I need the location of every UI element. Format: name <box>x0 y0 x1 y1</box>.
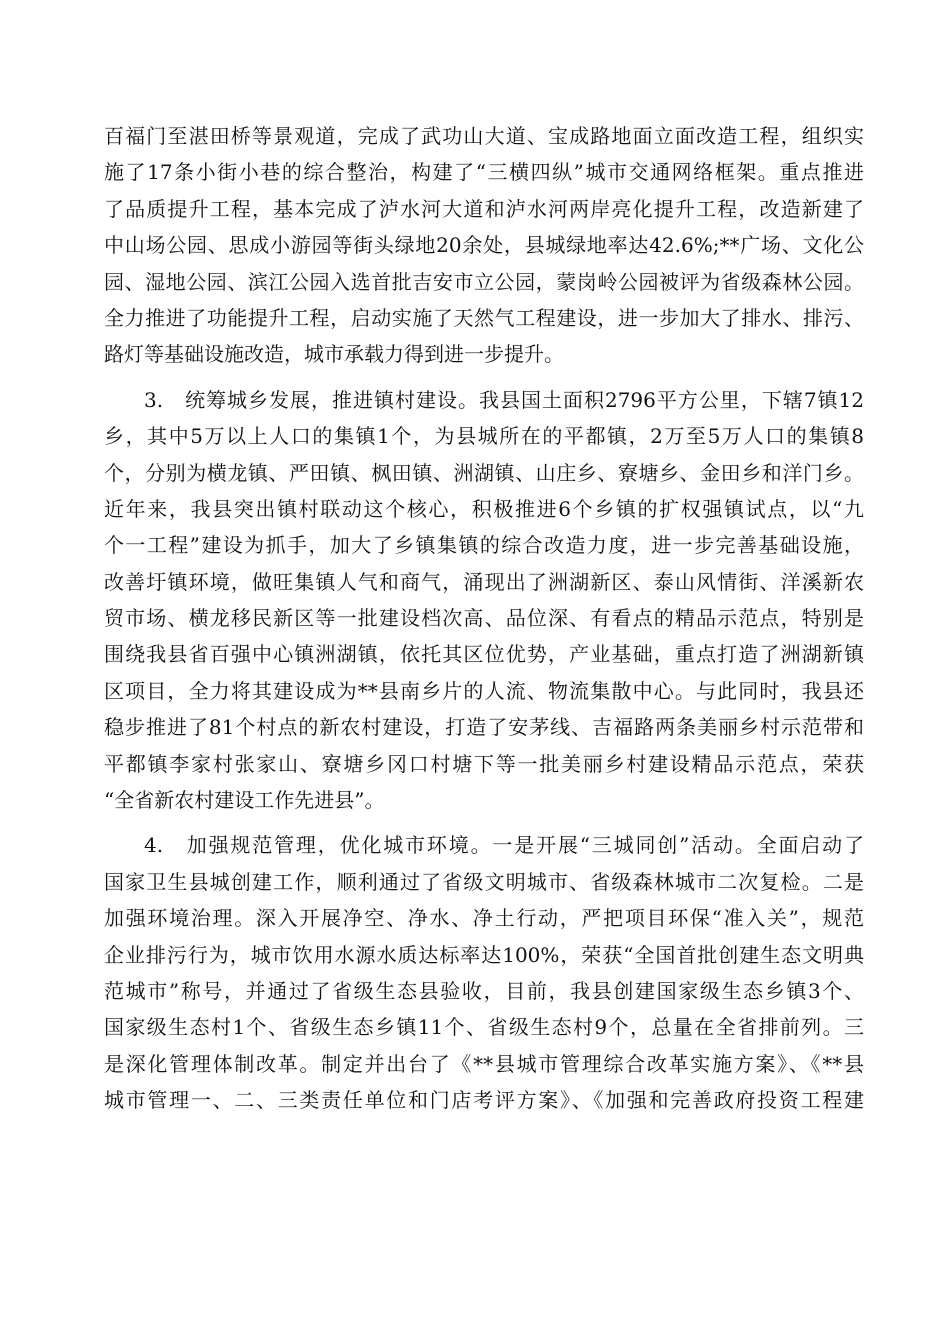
text-line: 平都镇李家村张家山、寮塘乡冈口村塘下等一批美丽乡村建设精品示范点，荣获 <box>104 751 864 776</box>
text-line: 个一工程”建设为抓手，加大了乡镇集镇的综合改造力度，进一步完善基础设施， <box>104 533 864 558</box>
text-line: 贸市场、横龙移民新区等一批建设档次高、品位深、有看点的精品示范点，特别是 <box>104 606 864 631</box>
text-line: 全力推进了功能提升工程，启动实施了天然气工程建设，进一步加大了排水、排污、 <box>104 305 864 330</box>
text-line: 个，分别为横龙镇、严田镇、枫田镇、洲湖镇、山庄乡、寮塘乡、金田乡和洋门乡。 <box>104 460 864 485</box>
text-line: 企业排污行为，城市饮用水源水质达标率达100%，荣获“全国首批创建生态文明典 <box>104 942 864 967</box>
text-line: 是深化管理体制改革。制定并出台了《**县城市管理综合改革实施方案》、《**县 <box>104 1051 864 1076</box>
document-body <box>104 118 864 1119</box>
text-line: 加强环境治理。深入开展净空、净水、净土行动，严把项目环保“准入关”，规范 <box>104 906 864 931</box>
text-line: 国家级生态村1个、省级生态乡镇11个、省级生态村9个，总量在全省排前列。三 <box>104 1015 864 1040</box>
text-line: 范城市”称号，并通过了省级生态县验收，目前，我县创建国家级生态乡镇3个、 <box>104 978 864 1003</box>
text-line: 园、湿地公园、滨江公园入选首批吉安市立公园，蒙岗岭公园被评为省级森林公园。 <box>104 269 864 294</box>
text-line: 围绕我县省百强中心镇洲湖镇，依托其区位优势，产业基础，重点打造了洲湖新镇 <box>104 642 864 667</box>
text-line: 稳步推进了81个村点的新农村建设，打造了安茅线、吉福路两条美丽乡村示范带和 <box>104 715 864 740</box>
text-line: 了品质提升工程，基本完成了泸水河大道和泸水河两岸亮化提升工程，改造新建了 <box>104 196 864 221</box>
paragraph-1 <box>104 118 864 373</box>
text-line: 国家卫生县城创建工作，顺利通过了省级文明城市、省级森林城市二次复检。二是 <box>104 869 864 894</box>
text-line: 近年来，我县突出镇村联动这个核心，积极推进6个乡镇的扩权强镇试点，以“九 <box>104 496 864 521</box>
text-line: 3. 统筹城乡发展，推进镇村建设。我县国土面积2796平方公里，下辖7镇12 <box>144 387 864 412</box>
text-line: “全省新农村建设工作先进县”。 <box>104 788 385 813</box>
text-line: 改善圩镇环境，做旺集镇人气和商气，涌现出了洲湖新区、泰山风情街、洋溪新农 <box>104 569 864 594</box>
text-line: 路灯等基础设施改造，城市承载力得到进一步提升。 <box>104 342 564 367</box>
text-line: 施了17条小街小巷的综合整治，构建了“三横四纵”城市交通网络框架。重点推进 <box>104 160 864 185</box>
paragraph-2 <box>104 382 864 819</box>
paragraph-3 <box>104 827 864 1118</box>
text-line: 中山场公园、思成小游园等街头绿地20余处，县城绿地率达42.6%;**广场、文化公 <box>104 233 864 258</box>
text-line: 乡，其中5万以上人口的集镇1个，为县城所在的平都镇，2万至5万人口的集镇8 <box>104 424 864 449</box>
text-line: 区项目，全力将其建设成为**县南乡片的人流、物流集散中心。与此同时，我县还 <box>104 678 864 703</box>
text-line: 4. 加强规范管理，优化城市环境。一是开展“三城同创”活动。全面启动了 <box>144 833 864 858</box>
text-line: 百福门至湛田桥等景观道，完成了武功山大道、宝成路地面立面改造工程，组织实 <box>104 124 864 148</box>
text-line: 城市管理一、二、三类责任单位和门店考评方案》、《加强和完善政府投资工程建 <box>104 1088 864 1113</box>
